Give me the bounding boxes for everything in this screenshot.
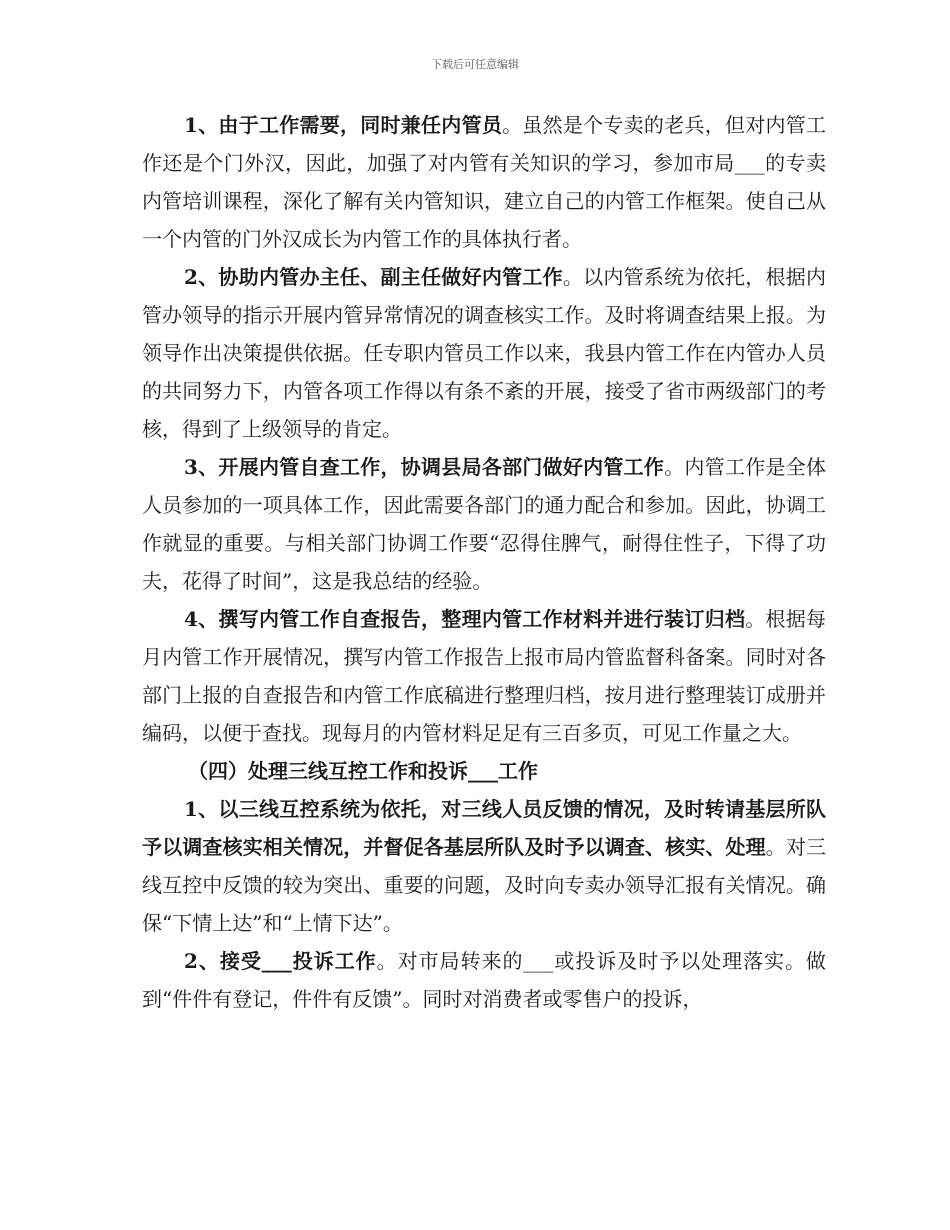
document-body: [142, 106, 826, 1018]
paragraph-6-heading: 2、接受___投诉工作: [184, 949, 377, 973]
section-heading: [142, 752, 826, 790]
section-heading-text: （四）处理三线互控工作和投诉___工作: [188, 759, 538, 783]
paragraph-4-text: 。根据每月内管工作开展情况，撰写内管工作报告上报市局内管监督科备案。同时对各部门上报的自查报告和内管工作底稿进行整理归档，按月进行整理装订成册并编码，以便于查找。现每月的内管材料足足有三百多页，可见工作量之大。: [142, 607, 827, 745]
paragraph-5-text: 。对三线互控中反馈的较为突出、重要的问题，及时向专卖办领导汇报有关情况。确保“下情上达”和“上情下达”。: [142, 835, 827, 935]
paragraph-3-heading: 3、开展内管自查工作，协调县局各部门做好内管工作: [184, 455, 665, 479]
paragraph-2-heading: 2、协助内管办主任、副主任做好内管工作: [184, 265, 563, 289]
paragraph-1: [142, 106, 826, 258]
paragraph-3: [142, 448, 826, 600]
paragraph-4: [142, 600, 826, 752]
paragraph-2-text: 。以内管系统为依托，根据内管办领导的指示开展内管异常情况的调查核实工作。及时将调查结果上报。为领导作出决策提供依据。任专职内管员工作以来，我县内管工作在内管办人员的共同努力下，内管各项工作得以有条不紊的开展，接受了省市两级部门的考核，得到了上级领导的肯定。: [142, 265, 827, 441]
paragraph-2: [142, 258, 826, 448]
paragraph-1-text: 。虽然是个专卖的老兵，但对内管工作还是个门外汉，因此，加强了对内管有关知识的学习，参加市局___的专卖内管培训课程，深化了解有关内管知识，建立自己的内管工作框架。使自己从一个内管的门外汉成长为内管工作的具体执行者。: [142, 113, 827, 251]
paragraph-6: [142, 942, 826, 1018]
paragraph-4-heading: 4、撰写内管工作自查报告，整理内管工作材料并进行装订归档: [184, 607, 746, 631]
paragraph-3-text: 。内管工作是全体人员参加的一项具体工作，因此需要各部门的通力配合和参加。因此，协调工作就显的重要。与相关部门协调工作要“忍得住脾气，耐得住性子，下得了功夫，花得了时间”，这是我总结的经验。: [142, 455, 826, 593]
paragraph-1-heading: 1、由于工作需要，同时兼任内管员: [184, 113, 503, 137]
paragraph-5-heading: 1、以三线互控系统为依托，对三线人员反馈的情况，及时转请基层所队予以调查核实相关情况，并督促各基层所队及时予以调查、核实、处理: [142, 797, 826, 859]
page-header-note: 下载后可任意编辑: [431, 58, 519, 71]
paragraph-5: [142, 790, 826, 942]
paragraph-6-text: 。对市局转来的___或投诉及时予以处理落实。做到“件件有登记，件件有反馈”。同时对消费者或零售户的投诉，: [142, 949, 827, 1011]
